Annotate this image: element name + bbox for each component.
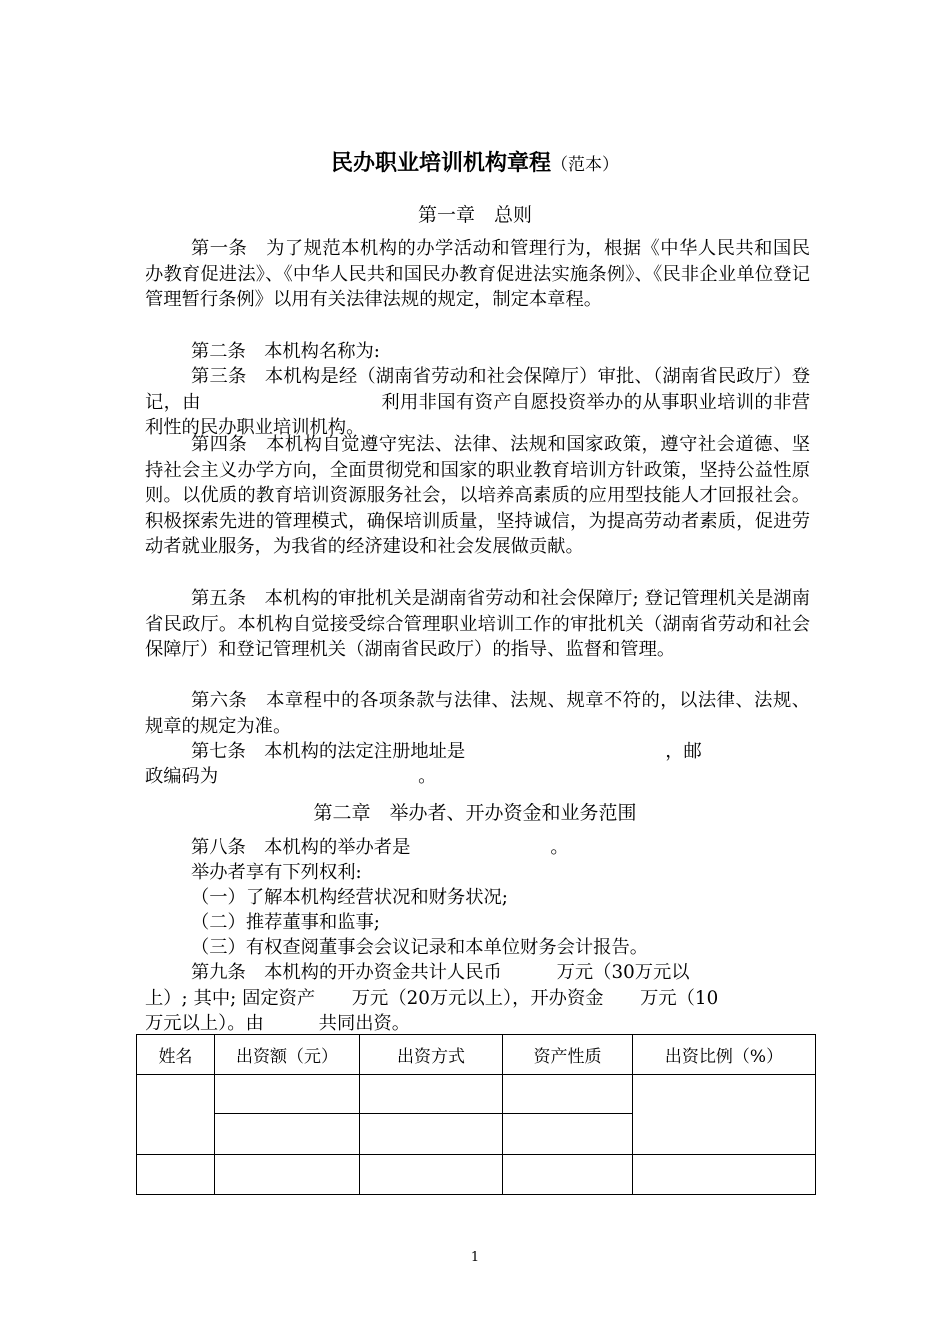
table-cell [215, 1075, 360, 1114]
article-9-line-1: 第九条 本机构的开办资金共计人民币 万元（30万元以 [191, 962, 690, 983]
table-cell [215, 1114, 360, 1155]
document-title [0, 146, 950, 177]
title-main: 民办职业培训机构章程 [330, 151, 551, 176]
article-4: 第四条 本机构自觉遵守宪法、法律、法规和国家政策，遵守社会道德、坚持社会主义办学方向，全面贯彻党和国家的职业教育培训方针政策，坚持公益性原则。以优质的教育培训资源服务社会，以培养高素质的应用型技能人才回报社会。积极探索先进的管理模式，确保培训质量，坚持诚信，为提高劳动者素质，促进劳动者就业服务，为我省的经济建设和社会发展做贡献。 [145, 434, 810, 558]
table-cell [137, 1155, 215, 1195]
article-7-part-d: 。 [418, 766, 437, 787]
table-cell [503, 1114, 633, 1155]
table-cell [215, 1155, 360, 1195]
table-cell [633, 1075, 816, 1155]
table-header-row [137, 1035, 816, 1075]
table-cell [137, 1075, 215, 1155]
table-cell [360, 1114, 503, 1155]
article-7-part-b: ，邮 [665, 741, 702, 762]
article-8 [145, 835, 810, 861]
article-5: 第五条 本机构的审批机关是湖南省劳动和社会保障厅; 登记管理机关是湖南省民政厅。本机构自觉接受综合管理职业培训工作的审批机关（湖南省劳动和社会保障厅）和登记管理机关（湖南省民政厅）的指导、监督和管理。 [145, 588, 810, 661]
table-header-cell: 出资比例（%） [633, 1035, 816, 1075]
table-row [137, 1075, 816, 1114]
table-cell [503, 1075, 633, 1114]
page-number: 1 [470, 1250, 480, 1265]
table-header-cell: 出资额（元） [215, 1035, 360, 1075]
title-sub: （范本） [551, 155, 619, 175]
table-header-cell: 出资方式 [360, 1035, 503, 1075]
article-3-part-b: 利用非国有资产自愿投资举办的从事职业培训的非营利性的民办职业培训机构。 [145, 391, 811, 439]
chapter1-heading: 第一章 总则 [417, 204, 532, 226]
table-cell [360, 1075, 503, 1114]
table-cell [360, 1155, 503, 1195]
table-cell [633, 1155, 816, 1195]
article-6: 第六条 本章程中的各项条款与法律、法规、规章不符的，以法律、法规、规章的规定为准。 [145, 690, 810, 737]
right-3: （三）有权查阅董事会会议记录和本单位财务会计报告。 [191, 937, 649, 958]
table-cell [503, 1155, 633, 1195]
article-9-line-2: 上）; 其中; 固定资产 万元（20万元以上），开办资金 万元（10 [145, 988, 719, 1009]
chapter2-heading: 第二章 举办者、开办资金和业务范围 [313, 802, 637, 824]
article-2: 第二条 本机构名称为: [191, 341, 380, 362]
article-7-line-2 [145, 764, 810, 790]
rights-intro: 举办者享有下列权利: [191, 862, 362, 883]
table-header-cell: 姓名 [137, 1035, 215, 1075]
right-2: （二）推荐董事和监事; [191, 912, 380, 933]
article-7-line-1 [145, 739, 810, 765]
article-9-line-3: 万元以上）。由 共同出资。 [145, 1013, 411, 1034]
article-3-part-a: 第三条 本机构是经（湖南省劳动和社会保障厅）审批、（湖南省民政厅）登记，由 [145, 366, 810, 413]
table-header-cell: 资产性质 [503, 1035, 633, 1075]
article-3 [145, 364, 810, 441]
article-7-part-a: 第七条 本机构的法定注册地址是 [191, 741, 466, 762]
right-1: （一）了解本机构经营状况和财务状况; [191, 887, 508, 908]
article-1: 第一条 为了规范本机构的办学活动和管理行为，根据《中华人民共和国民办教育促进法》、《中华人民共和国民办教育促进法实施条例》、《民非企业单位登记管理暂行条例》以用有关法律法规的规定，制定本章程。 [145, 238, 810, 311]
article-8-part-a: 第八条 本机构的举办者是 [191, 837, 411, 858]
capital-table [136, 1034, 816, 1195]
article-7-part-c: 政编码为 [145, 766, 219, 787]
article-8-part-b: 。 [550, 837, 569, 858]
table-row [137, 1155, 816, 1195]
